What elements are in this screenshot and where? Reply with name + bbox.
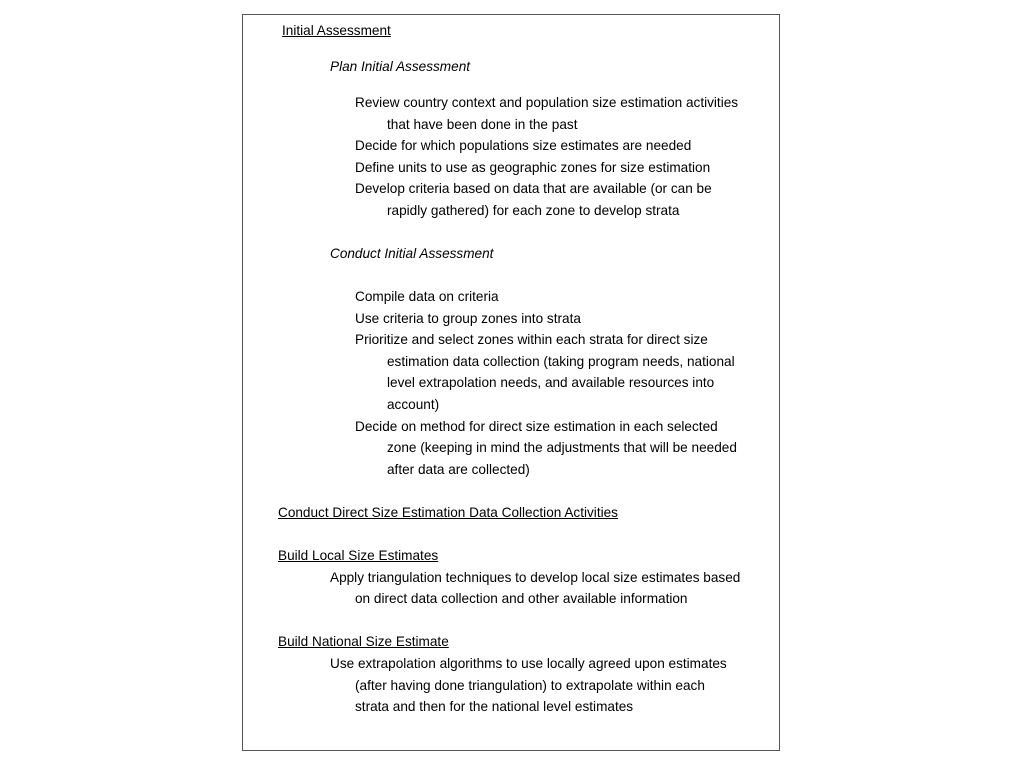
conduct-item-4-line-3: after data are collected) <box>387 462 530 477</box>
conduct-item-4-line-2: zone (keeping in mind the adjustments that will be needed <box>387 440 737 455</box>
conduct-item-3-line-2: estimation data collection (taking program needs, national <box>387 354 735 369</box>
section-heading-national-estimate: Build National Size Estimate <box>278 634 449 649</box>
conduct-item-4-line-1: Decide on method for direct size estimation in each selected <box>355 419 718 434</box>
subheading-plan-initial-assessment: Plan Initial Assessment <box>330 59 471 74</box>
conduct-item-3-line-1: Prioritize and select zones within each strata for direct size <box>355 332 708 347</box>
plan-item-1-line-1: Review country context and population size estimation activities <box>355 95 739 110</box>
national-estimate-line-1: Use extrapolation algorithms to use locally agreed upon estimates <box>330 656 727 671</box>
plan-item-3: Define units to use as geographic zones for size estimation <box>355 160 711 175</box>
conduct-item-3-line-3: level extrapolation needs, and available resources into <box>387 375 715 390</box>
plan-item-2: Decide for which populations size estimates are needed <box>355 138 692 153</box>
conduct-item-3-line-4: account) <box>387 397 440 412</box>
plan-item-4-line-2: rapidly gathered) for each zone to develop strata <box>387 203 680 218</box>
national-estimate-line-2: (after having done triangulation) to extrapolate within each <box>355 678 705 693</box>
national-estimate-line-3: strata and then for the national level estimates <box>355 699 634 714</box>
section-heading-direct-collection: Conduct Direct Size Estimation Data Collection Activities <box>278 505 618 520</box>
plan-item-4-line-1: Develop criteria based on data that are available (or can be <box>355 181 712 196</box>
plan-item-1-line-2: that have been done in the past <box>387 117 578 132</box>
subheading-conduct-initial-assessment: Conduct Initial Assessment <box>330 246 494 261</box>
section-heading-local-estimates: Build Local Size Estimates <box>278 548 439 563</box>
local-estimates-line-1: Apply triangulation techniques to develop local size estimates based <box>330 570 741 585</box>
local-estimates-line-2: on direct data collection and other available information <box>355 591 688 606</box>
conduct-item-1: Compile data on criteria <box>355 289 499 304</box>
section-heading-initial-assessment: Initial Assessment <box>282 23 391 38</box>
conduct-item-2: Use criteria to group zones into strata <box>355 311 581 326</box>
